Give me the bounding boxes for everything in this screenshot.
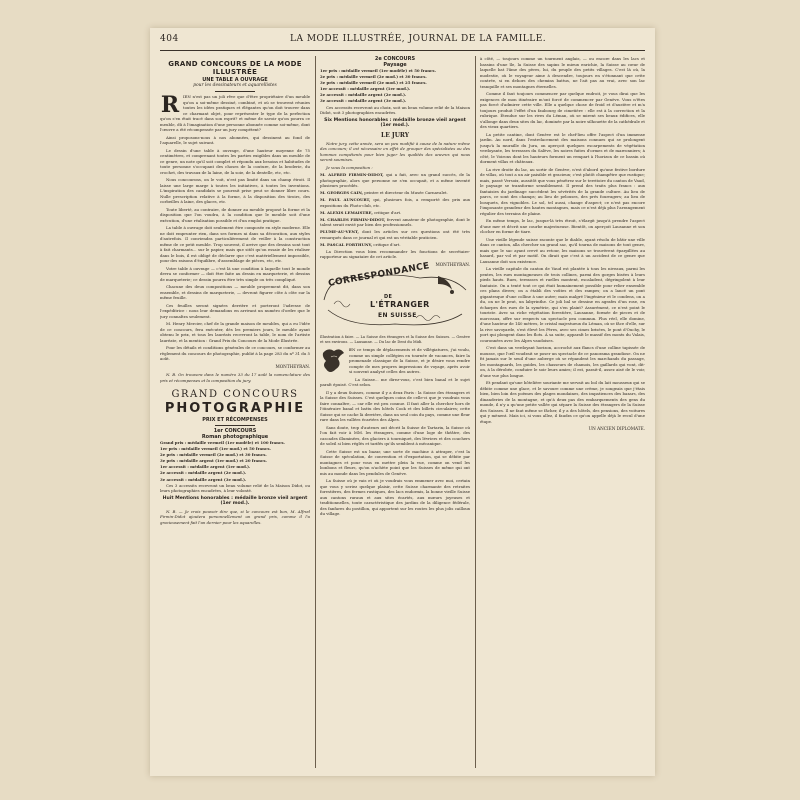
jury-member-name: M. ALFRED FIRMIN-DIDOT,	[320, 172, 384, 178]
prize-line: 2e prix : médaille vermeil (2e mod.) et 30 francs.	[320, 74, 427, 80]
note: N. B. On trouvera dans le numéro 33 du 17 août la nomenclature des prix et récompenses et la composition du jury.	[160, 372, 310, 383]
prize-line: 3e prix : médaille argent (1er mod.) et 20 francs.	[160, 458, 267, 464]
drop-cap: R	[160, 92, 180, 118]
prize-line: 1er prix : médaille vermeil (1er modèle) et 50 francs.	[320, 68, 436, 73]
journal-title: LA MODE ILLUSTRÉE, JOURNAL DE LA FAMILLE.	[290, 34, 547, 44]
jury-member-name: M. CHARLES FIRMIN-DIDOT,	[320, 216, 386, 222]
correspondance-country: EN SUISSE	[378, 312, 417, 320]
paragraph: IEN n'est pas un joli rêve que d'être propriétaire d'un meuble qu'on a soi-même dessiné, combiné, et où se trouvent réunies toutes les idées pratiques et élégantes qu'on doit trouver dans ce charmant objet, pour représenter le type de la perfection qu'on s'en était tracé dans son esprit? et même de savoir qu'on pourra ce meuble, dû à l'imagination d'une personne abonnée comme soi-même, dont l'œuvre a été récompensée par un jury compétent?	[160, 94, 310, 132]
column-1	[160, 56, 310, 768]
column-3	[480, 56, 645, 768]
photo-contest-title-line2: PHOTOGRAPHIE	[164, 401, 306, 416]
jury-member-desc: critique d'art.	[374, 209, 402, 215]
prizes-title: PRIX ET RÉCOMPENSES	[202, 417, 268, 423]
paragraph: Votre table à ouvrage — c'est là une condition à laquelle tout le monde devra se conformer — doit être faite au dessin en marqueterie, et dessins de marqueterie; ce dessin pourra être très simple ou très compliqué.	[160, 265, 310, 282]
divider	[215, 91, 255, 92]
concours-subject: Roman photographique	[201, 434, 269, 440]
paragraph: La Suisse... me direz-vous, c'est bien banal et le sujet paraît épuisé. C'est selon.	[320, 376, 470, 388]
page-header	[160, 34, 645, 48]
prize-line: 1er accessit : médaille argent (1er mod.).	[320, 86, 411, 92]
prize-line: 3e prix : médaille vermeil (2e mod.) et 25 francs.	[320, 80, 427, 86]
concours-subject: Paysage	[383, 62, 407, 68]
jury-member-desc: dont les articles sur ces questions ont été très remarqués dans ce journal et qui est un véritable praticien.	[320, 229, 470, 240]
header-rule	[160, 50, 645, 51]
correspondance-title: CORRESPONDANCE	[327, 261, 431, 289]
prize-line: Grand prix : médaille vermeil (1er modèle) et 100 francs.	[160, 440, 285, 445]
paragraph: Il y a deux Suisses, comme il y a deux Paris : la Suisse des étrangers et la Suisse des Suisses. C'est quelques coins de celle-ci que je voudrais vous faire connaître, — car elle est peu connue. Il faut aller la chercher hors de l'itinéraire banal et battu des hôtels Cook et des billets circulaires; cette Suisse qui se cache là derrière, dans un seul coin du pays, comme une fleur rare dans les vallées écartées des Alpes.	[320, 389, 470, 423]
jury-member	[320, 217, 470, 228]
signature: MONTHEYRAN.	[275, 363, 310, 369]
section-subtitle: UNE TABLE A OUVRAGE	[202, 77, 268, 83]
paragraph: Cette Suisse est un bazar, une sorte de machine à attraper, c'est la Suisse de spéculation, de convention et d'exportation, qui se débite par montagnes et pour vous en mettre plein la vue, comme on vend les bonbons et fleurs, qu'on n'achète point que les Suisses de même qui ont mis au monde dans les pendules de Genève.	[320, 448, 470, 476]
paragraph: M. Henry Mercier, chef de la grande maison de meubles, qui a eu l'idée de ce concours, fera exécuter, dès les premiers jours, le meuble ayant obtenu le prix, et tous les lauréats recevront la table, le nom de l'artiste lauréate, et la mention : Grand Prix du Concours de la Mode Illustrée.	[160, 321, 310, 343]
paragraph: à côté, — toujours comme un tourment anglais, — ou encore dans les lacs et bassins d'une île, la Suisse des sapins le mieux enrichie, la Suisse au cœur de laquelle bat l'âme des pères, lui, du peuple des petits villages. C'est là où, la modestie, où le voyageur aime à descendre, toujours en s'étonnant que cette contrée, si en dehors des chemins battus, ne l'ait pas au vrai, avec son lac tranquille et ses montagnes éternelles.	[480, 56, 645, 89]
paragraph: Comme il faut toujours commencer par quelque endroit, je vous dirai que les exigences de mon itinéraire m'ont forcé de commencer par Genève. Vous n'êtes pas forcé d'admirer cette ville. Elle a quelque chose de froid et d'austère et m'a toujours produit l'effet d'un faubourg de cimetière : elle est à la correction et la rubrique. Étendue sur les rives du Léman, où se mirent ses beaux édifices, elle s'allonge dans deux sites du lac, dominée par la noire silhouette de la cathédrale et des vieux quartiers.	[480, 91, 645, 129]
jury-member-name: M. GEORGES CAIN,	[320, 190, 363, 196]
jury-intro: Notre jury, cette année, sera un peu modifié à cause de la nature même des concours; il est nécessaire en effet de grouper des spécialistes ou des hommes compétents pour bien juger les qualités des œuvres qui nous seront soumises.	[320, 140, 470, 163]
paragraph: La petite cantine, dont Genève est le chef-lieu offre l'aspect d'un immense jardin. Au nord, dans l'entrelacement des maisons connues qui se prolongent jusqu'à la muraille du Jura, on aperçoit quelques escarpements de végétation verdoyante, les terrasses du Salève, les noires fuites d'ormes et de marronniers; à côté, le Voirons dont les hauteurs forment un rempart à l'horizon de ce bassin où dorment villas et châteaux.	[480, 131, 645, 164]
paragraph: La table à ouvrage doit seulement être composée en style moderne. Elle ne doit emprunter rien, dans ses formes ni dans sa décoration, aux styles d'autrefois. Il conviendra particulièrement de veiller à la construction même de ce petit meuble. Trop souvent, il arrive que des dessins sont tout à fait charmants... sur le papier, mais que sitôt qu'on essaie de les réaliser dans le bois, il est obligé de déclarer que c'est matériellement impossible, pour des raisons d'équilibre, d'assemblage de pièces, etc, etc.	[160, 225, 310, 263]
prize-line: 1er accessit : médaille argent (1er mod.).	[160, 464, 251, 470]
jury-member	[320, 172, 470, 189]
eagle-icon	[320, 347, 346, 377]
honorable-mentions: Six Mentions honorables : médaille bronze vieil argent (1er mod.).	[324, 117, 466, 129]
concours-number: 1er CONCOURS	[213, 428, 257, 434]
jury-member-desc: critique d'art.	[373, 241, 401, 247]
prizes-note: Ces accessits recevront au choix, soit un beau volume relié de la Maison Didot, soit 3 photographies encadrées.	[320, 104, 470, 116]
jury-member-name: M. PASCAL FORTHUNY,	[320, 241, 373, 247]
paragraph: Et pendant qu'une hôtelière souriante me servait au bol du lait mousseux qui se débite comme une glace, et le savoure comme une crème, je songeais que j'étais bien, bien loin des poèmes des plages mondaines, des impatiences des bazars, des dinanderies de la montagne, et qu'à deux pas des embarquements des gens du monde, il n'y a qu'une petite vallée qui sépare la Suisse des étrangers de la Suisse des Suisses. Il ne faut même se fâcher, il y a des hôtels, des pensions, des voitures qui y mènent. Mais ici, si vous allez, il faudra ce qu'on appelle déjà le recul d'une étape.	[480, 380, 645, 424]
note: N. B. — Je crois pouvoir dire que, si le concours est bon, M. Alfred Firmin-Didot ajoutera personnellement un grand prix, comme il l'a gracieusement fait l'an dernier pour les aquarelles.	[160, 508, 310, 525]
newspaper-page	[150, 28, 655, 776]
honorable-mentions: Huit Mentions honorables : médaille bronze vieil argent (1er mod.).	[162, 495, 308, 507]
page-number: 404	[160, 34, 179, 44]
jury-member-name: PLUME-AU-VENT,	[320, 229, 359, 235]
jury-member-desc: qui a fait, avec un grand succès, de la photographie, alors que personne ne s'en occupait, et a même inventé plusieurs procédés.	[320, 172, 470, 189]
concours-number: 2e CONCOURS	[374, 56, 416, 62]
prize-line: 3e accessit : médaille argent (3e mod.).	[160, 476, 247, 482]
paragraph: En même temps, le lac, jusque-là très étroit, s'élargit jusqu'à prendre l'aspect d'une mer et décrit une courbe majestueuse. Bientôt, on aperçoit Lausanne et son clocher en forme de tiare.	[480, 218, 645, 234]
prize-line: 2e accessit : médaille argent (2e mod.).	[320, 92, 407, 98]
paragraph: Le dessin d'une table à ouvrage, d'une hauteur moyenne de 75 centimètres, et comprenant toutes les parties exigibles dans un meuble de ce genre, un note qu'il soit complet et répondu aux besoins et habitudes de toute personne s'occupant des choses de la couture, de la broderie, du crochet, des travaux de la laine, de la soie, de la dentelle, etc, etc.	[160, 147, 310, 175]
prize-line: 2e prix : médaille vermeil (2e mod.) et 30 francs.	[160, 452, 267, 458]
correspondance-etranger: L'ÉTRANGER	[370, 300, 430, 310]
paragraph: Une vieille légende suisse raconte que le diable, ayant résolu de bâtir une ville dans ce canton, alla chercher un grand sac, qu'il tourna de maisons de tout genre, mais que le sac ayant crevé au retour, les maisons se trouvèrent éparpillées au hasard, par vol et par motif. On dirait que c'est à un accident de ce genre que Lausanne doit son existence.	[480, 236, 645, 264]
prize-line: 3e accessit : médaille argent (3e mod.).	[320, 98, 407, 104]
prize-line: 1er prix : médaille vermeil (1er mod.) et 50 francs.	[160, 446, 271, 452]
jury-member-desc: peintre et directeur du Musée Carnavalet.	[364, 190, 448, 196]
jury-compose: Je vous la composition :	[326, 164, 373, 170]
paragraph: Toute liberté, au contraire, de donner au meuble proposé la forme et la disposition que l'on voudra, à la condition que le meuble soit d'une exécution, d'une réalisation possible et d'un emploi pratique.	[160, 206, 310, 223]
prize-line: 2e accessit : médaille argent (2e mod.).	[160, 470, 247, 476]
signature: MONTHEYRAN.	[435, 261, 470, 267]
column-divider	[475, 56, 476, 768]
prizes-note: Ces 3 accessits recevront un beau volume relié de la Maison Didot, ou leurs photographies encadrées, à leur volonté.	[160, 482, 310, 494]
paragraph: Ainsi proposons-nous à nos abonnées, qui dessinent au fond de l'aquarelle, le sujet suivant.	[160, 134, 310, 145]
jury-member-name: M. ALEXIS LEMAISTRE,	[320, 209, 373, 215]
jury-closing: La Direction vous bien recommander les fonctions de secrétaire-rapporteur au signataire de cet article.	[320, 248, 470, 260]
paragraph: Chacune des deux compositions — meuble proprement dit, dans son ensemble, et dessins de marqueterie, — devront figurer côte à côte sur la même feuille.	[160, 284, 310, 300]
section-subtitle-2: pour les dessinateurs et aquarellistes	[193, 83, 277, 88]
jury-member-desc: fervent amateur de photographie, dont le talent serait envié par bien des professionnels.	[320, 216, 470, 228]
correspondance-de: DE	[384, 294, 393, 301]
paragraph: Ces feuilles seront signées derrière et porteront l'adresse de l'expéditrice : nous leur demandons en arrivant un numéro d'ordre que le jury connaîtra seulement.	[160, 302, 310, 319]
paragraph: Nous concourons, on le voit, n'est pas limité dans un champ étroit. Il laisse une large marge à toutes les initiatives, à toutes les inventions. L'inspiration des candidats se pourrait prise peut se donner libre cours. Nulle prescription relative à la forme, à la disposition des tiroirs, des corbeilles à laine, des glaces, etc.	[160, 177, 310, 204]
jury-member-desc: qui, plusieurs fois, a remporté des prix aux expositions du Photo-club, etc.	[320, 197, 470, 208]
jury-member	[320, 197, 470, 208]
jury-member	[320, 242, 470, 248]
signature: UN ANCIEN DIPLOMATE.	[588, 426, 645, 431]
paragraph-text: N ce temps de déplacements et de villégiatures, j'ai voulu, comme un simple collégien en tournée de vacances, faire la promenade classique de la Suisse, et je désire vous rendre compte de mes propres impressions de voyage, après avoir si souvent analysé celles des autres.	[349, 347, 470, 375]
divider	[215, 425, 255, 426]
drop-letter: E	[349, 347, 352, 353]
section-title: GRAND CONCOURS DE LA MODE ILLUSTRÉE	[168, 60, 302, 76]
ornamental-drop-cap	[320, 347, 346, 377]
jury-member-name: M. PAUL AUNCOURT,	[320, 197, 371, 203]
paragraph: La Suisse où je vais et où je voudrais vous emmener avec moi, certain que vous y seriez quelque plaisir, cette Suisse charmante des retraites forestières, des fermes rustiques, des lacs endormis, la bonne vieille Suisse aux cantons ruraux et aux sites écartés, aux mœurs joyeuses et traditionnelles, toute caractéristique des jardins de la diligence fédérale, des fanfares du postillon, qui apportent sur les routes les plus jolis cailloux du village.	[320, 478, 470, 517]
jury-title: LE JURY	[380, 131, 410, 139]
paragraph: Pour les détails et conditions générales de ce concours, se conformer au règlement du concours de photographie, publié à la page 283 du nº 31 du 5 août.	[160, 345, 310, 361]
jury-member	[320, 229, 470, 240]
paragraph: Sans doute, trop d'auteurs ont décrit la Suisse de Tartarin, la Suisse où l'on fait voir à MM. les étrangers, comme d'une loge de théâtre, des cascades illuminées, des glaciers à tourniquet, des lévriers et des couchers de soleil si bien réglés et tarifés qu'ils semblent à mécanique.	[320, 424, 470, 447]
photo-contest-title-line1: GRAND CONCOURS	[171, 389, 299, 400]
paragraph: La vieille capitale du canton de Vaud est plantée à tous les niveaux, parmi les pentes, les rues montagneuses de trois collines, parmi des gorges bisées à leurs pieds hauts. Rues, terrasses et ruelles montent, escaladent, dégringolent à leur fantaisie. On a tenté tout ce qui était humainement possible pour relier ensemble ces plans divers; on a établi des voûtes et des rampes; on a lancé un pont gigantesque d'une colline à une autre; mais malgré l'ingénieur et le condens, on a du, on ne le peut, un labyrinthe. Ce joli bal se dessine en agrafes d'un rose, en écharpes des rues de la symétrie, qui s'en plaint? Assurément, ce n'est point le touriste. Avec sa riche végétation forestière, Lausanne, formée de pieces et de morceaux, offre sur respects un spectacle peu commun. Plus réel, elle domine, d'une hauteur de 140 mètres, le cristal majestueux du Léman, où se fâce d'elle, sur la rive savoyarde, s'est élevé les Pères, avec ses cimes brisées, le pont d'Ouchy, le port qui plongent dans les flots. À sa suite, apparaît le massif des monts du Valais, couronnées avec les Alpes vaudoises.	[480, 266, 645, 343]
jury-member	[320, 210, 470, 216]
column-2	[320, 56, 470, 768]
paragraph: La rive droite du lac, au sortir de Genève, n'est d'abord qu'une festive bordure de villas, où tout a un air paisible et gracieux; c'est plutôt champêtre que rustique; mais, passé Versoix, aussitôt que vous pénétrez sur le territoire du canton de Vaud, le paysage se transforme sensiblement. Il prend des traits plus francs : aux fantaisies du jardinage succèdent les sévérités de la grande culture. Au lieu de parcs, ce sont des champs; au lieu de pelouses, des prés fourragers; au lieu de bosquets, des vignobles. Le sol, tel aussi, change d'aspect; ce n'est pas encore l'imposante grandeur des hautes montagnes, mais ce n'est déjà plus l'arrangement régulier des terrains de plaine.	[480, 166, 645, 216]
column-divider	[315, 56, 316, 768]
illustration-caption: Illustration à faire. — La Suisse des étrangers et la Suisse des Suisses. — Genève et ses environs. — Lausanne. — Du lac de Dent du Midi.	[320, 335, 470, 344]
paragraph: C'est dans un verdoyant horizon, accroché aux flancs d'une colline tapissée de mousse, que l'œil voudrait se poser un spectacle de ce panorama grandiose. On ne fit jamais sur le seuil d'une auberge où se répandent les marchands du passage, les montagnards, les guides, les chasseurs de chamois, les gaillards qui vont, dit-on, à la dérobée, conduire le soir leurs amies; il est, parait-il, assez aisé de le voir, d'une vue plus longue.	[480, 345, 645, 378]
jury-member	[320, 190, 470, 196]
